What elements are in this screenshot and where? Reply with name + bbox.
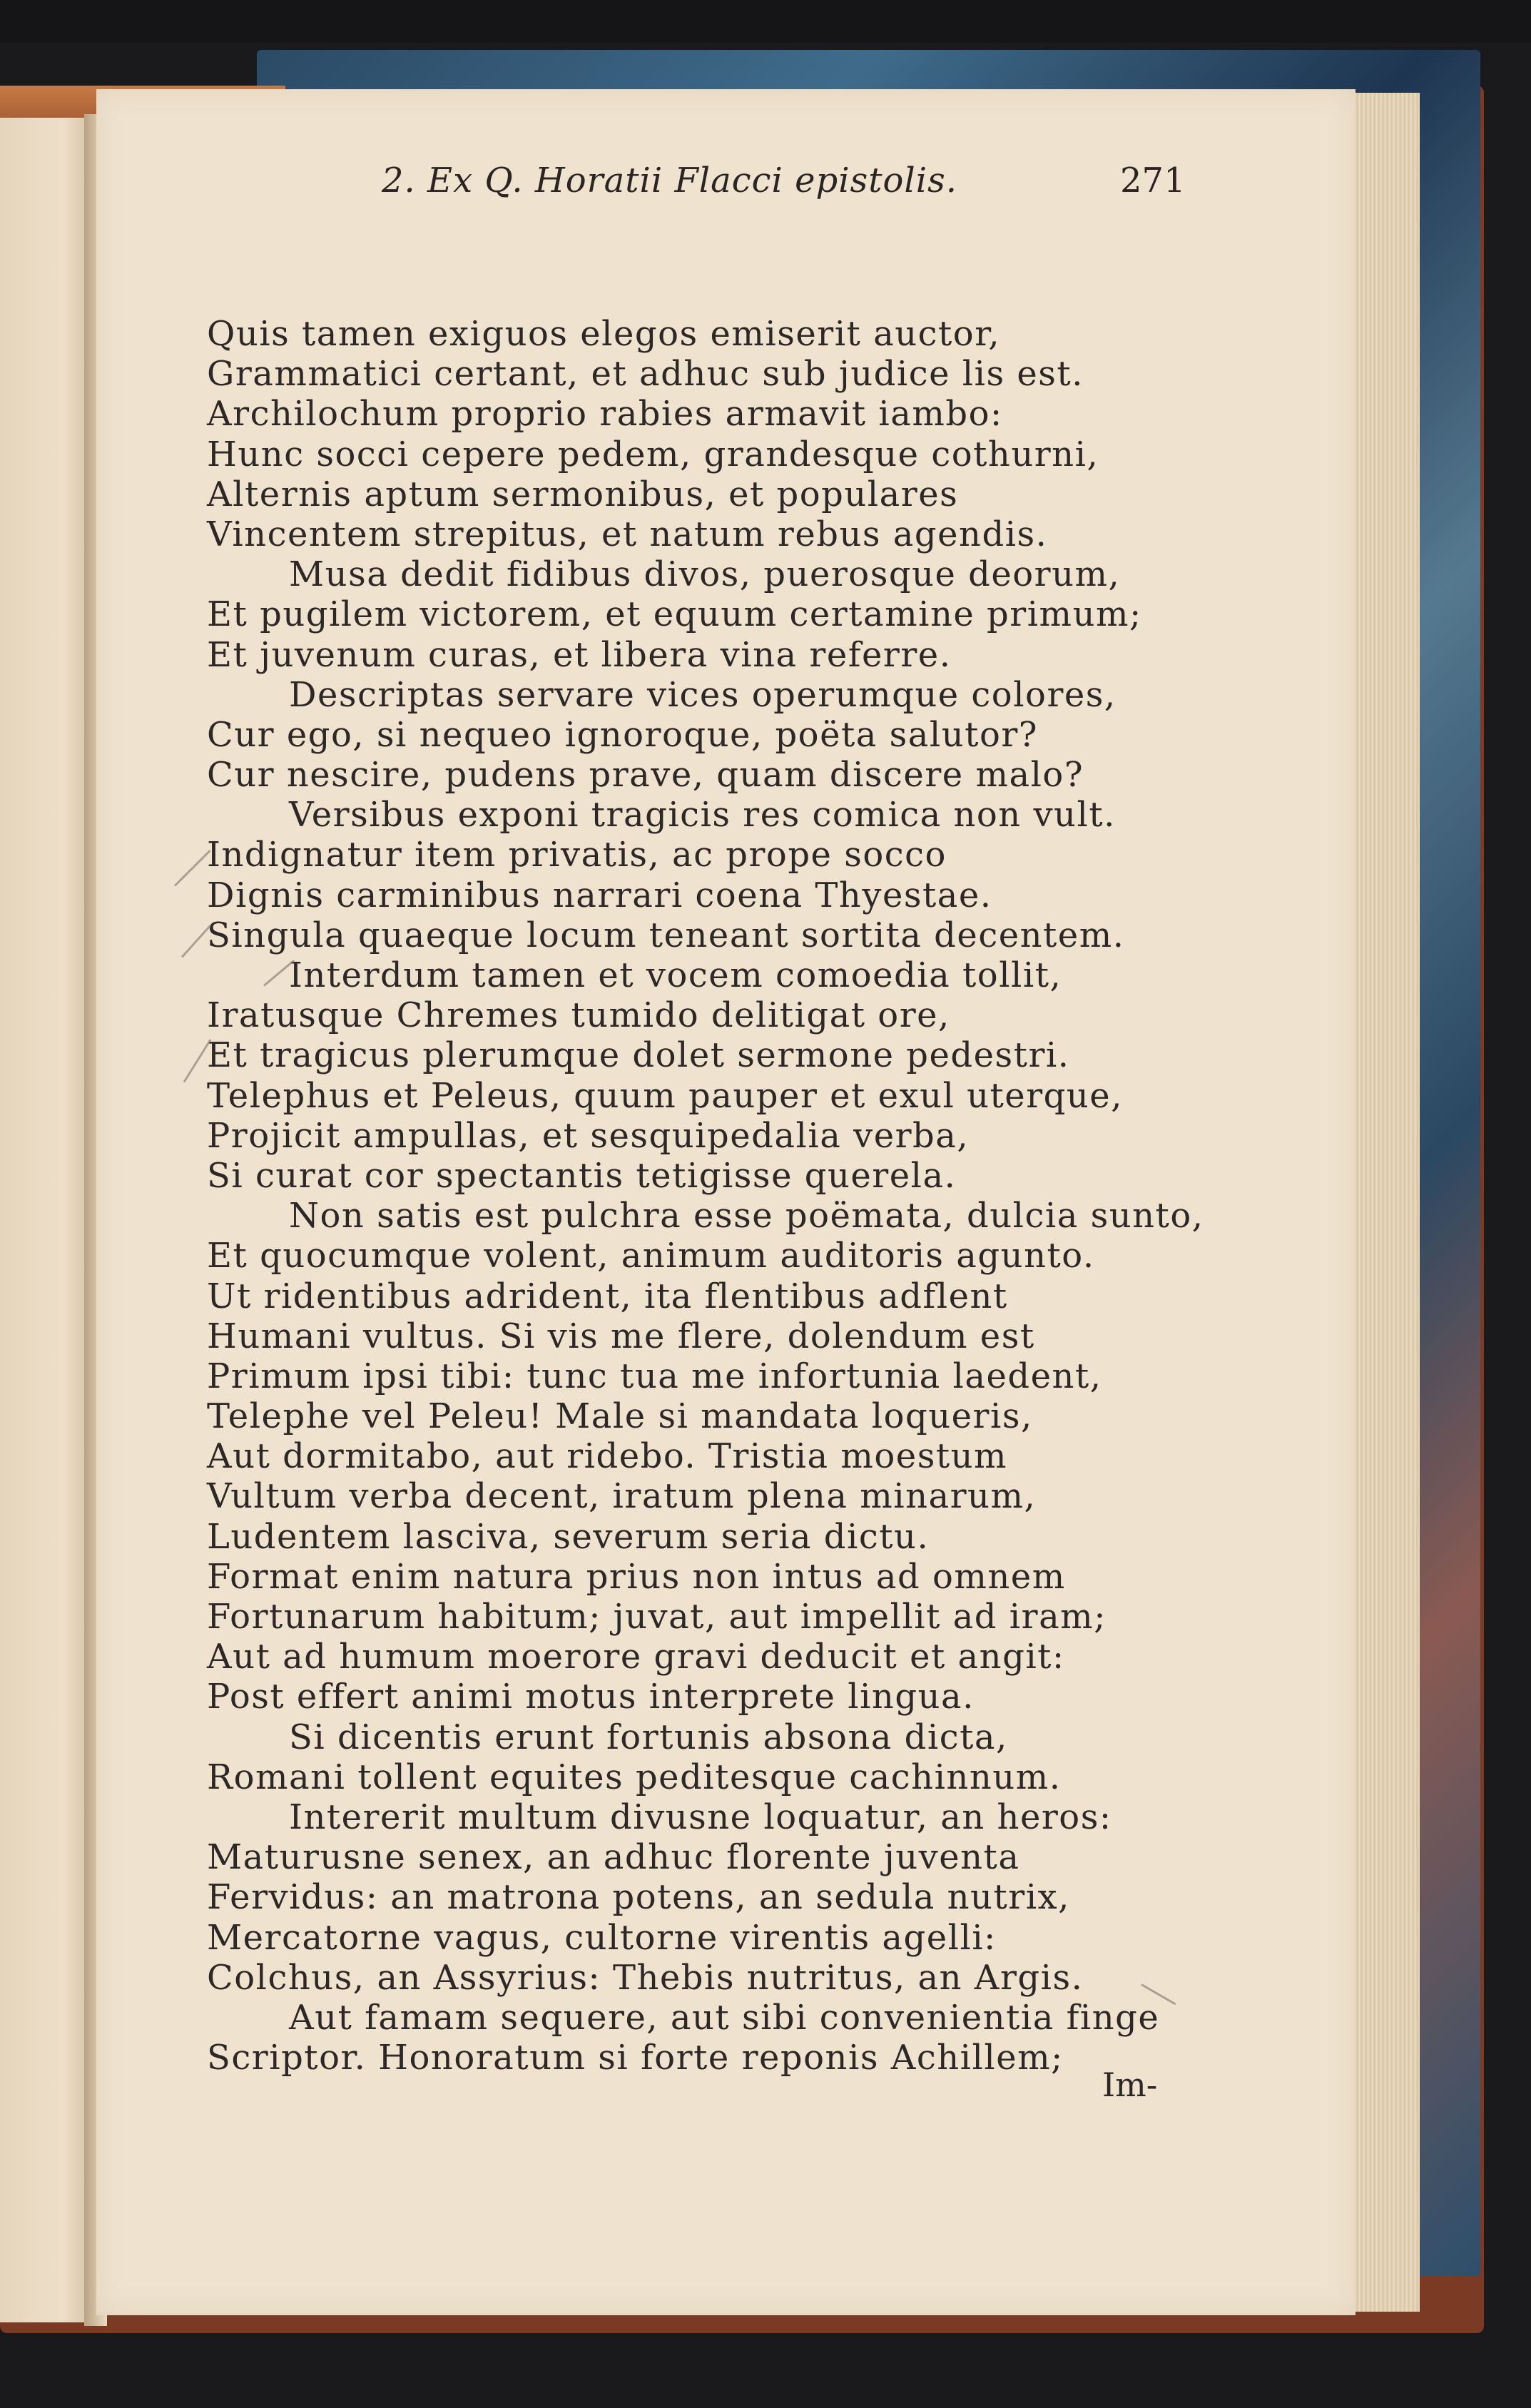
- verse-line: Alternis aptum sermonibus, et populares: [207, 474, 959, 514]
- verse-line: Telephus et Peleus, quum pauper et exul uterque,: [207, 1075, 1123, 1116]
- verse-line: Telephe vel Peleu! Male si mandata loqueris,: [207, 1396, 1033, 1437]
- verse-line: Projicit ampullas, et sesquipedalia verba,: [207, 1115, 970, 1156]
- verse-line: Archilochum proprio rabies armavit iambo:: [207, 394, 1003, 435]
- page-number: 271: [1120, 161, 1186, 200]
- verse-line: Cur ego, si nequeo ignoroque, poëta salutor?: [207, 714, 1039, 755]
- verse-line: Fervidus: an matrona potens, an sedula nutrix,: [207, 1877, 1070, 1918]
- verse-line: Quis tamen exiguos elegos emiserit auctor,: [207, 314, 1001, 354]
- verse-line: Cur nescire, pudens prave, quam discere malo?: [207, 755, 1084, 796]
- verse-line: Non satis est pulchra esse poëmata, dulcia sunto,: [289, 1196, 1204, 1236]
- verse-line: Si dicentis erunt fortunis absona dicta,: [289, 1717, 1008, 1757]
- verse-line: Iratusque Chremes tumido delitigat ore,: [207, 995, 950, 1036]
- verse-line: Intererit multum divusne loquatur, an heros:: [289, 1797, 1112, 1837]
- verse-line: Indignatur item privatis, ac prope socco: [207, 835, 947, 875]
- verse-line: Humani vultus. Si vis me flere, dolendum est: [207, 1316, 1035, 1356]
- verse-line: Mercatorne vagus, cultorne virentis agelli:: [207, 1917, 997, 1958]
- verse-text: [207, 314, 1220, 2078]
- verse-line: Aut famam sequere, aut sibi convenientia finge: [289, 1997, 1160, 2038]
- verse-line: Et pugilem victorem, et equum certamine primum;: [207, 594, 1142, 635]
- verse-line: Vultum verba decent, iratum plena minarum,: [207, 1476, 1037, 1517]
- running-head: 2. Ex Q. Horatii Flacci epistolis.: [382, 161, 958, 200]
- verse-line: Dignis carminibus narrari coena Thyestae.: [207, 875, 992, 915]
- facing-page-edge: [0, 118, 89, 2322]
- verse-line: Colchus, an Assyrius: Thebis nutritus, an Argis.: [207, 1957, 1084, 1998]
- verse-line: Post effert animi motus interprete lingua.: [207, 1677, 975, 1717]
- verse-line: Ludentem lasciva, severum seria dictu.: [207, 1516, 930, 1557]
- verse-line: Primum ipsi tibi: tunc tua me infortunia laedent,: [207, 1356, 1102, 1396]
- verse-line: Singula quaeque locum teneant sortita decentem.: [207, 915, 1125, 955]
- verse-line: Format enim natura prius non intus ad omnem: [207, 1556, 1066, 1597]
- verse-line: Interdum tamen et vocem comoedia tollit,: [289, 955, 1062, 995]
- verse-line: Descriptas servare vices operumque colores,: [289, 674, 1117, 715]
- verse-line: Et quocumque volent, animum auditoris agunto.: [207, 1236, 1095, 1276]
- verse-line: Maturusne senex, an adhuc florente juventa: [207, 1837, 1020, 1878]
- background-top: [0, 0, 1531, 43]
- verse-line: Et juvenum curas, et libera vina referre.: [207, 634, 952, 675]
- verse-line: Romani tollent equites peditesque cachinnum.: [207, 1757, 1062, 1797]
- verse-line: Aut dormitabo, aut ridebo. Tristia moestum: [207, 1436, 1008, 1477]
- verse-line: Grammatici certant, et adhuc sub judice lis est.: [207, 354, 1084, 395]
- verse-line: Si curat cor spectantis tetigisse querela.: [207, 1155, 957, 1196]
- verse-line: Aut ad humum moerore gravi deducit et angit:: [207, 1637, 1065, 1677]
- verse-line: Fortunarum habitum; juvat, aut impellit ad iram;: [207, 1597, 1107, 1637]
- verse-line: Hunc socci cepere pedem, grandesque cothurni,: [207, 434, 1099, 474]
- verse-line: Musa dedit fidibus divos, puerosque deorum,: [289, 554, 1121, 595]
- catchword: Im-: [1102, 2066, 1158, 2104]
- verse-line: Et tragicus plerumque dolet sermone pedestri.: [207, 1035, 1070, 1076]
- verse-line: Vincentem strepitus, et natum rebus agendis.: [207, 514, 1048, 554]
- verse-line: Scriptor. Honoratum si forte reponis Achillem;: [207, 2038, 1064, 2078]
- verse-line: Ut ridentibus adrident, ita flentibus adflent: [207, 1276, 1008, 1316]
- verse-line: Versibus exponi tragicis res comica non vult.: [289, 795, 1116, 835]
